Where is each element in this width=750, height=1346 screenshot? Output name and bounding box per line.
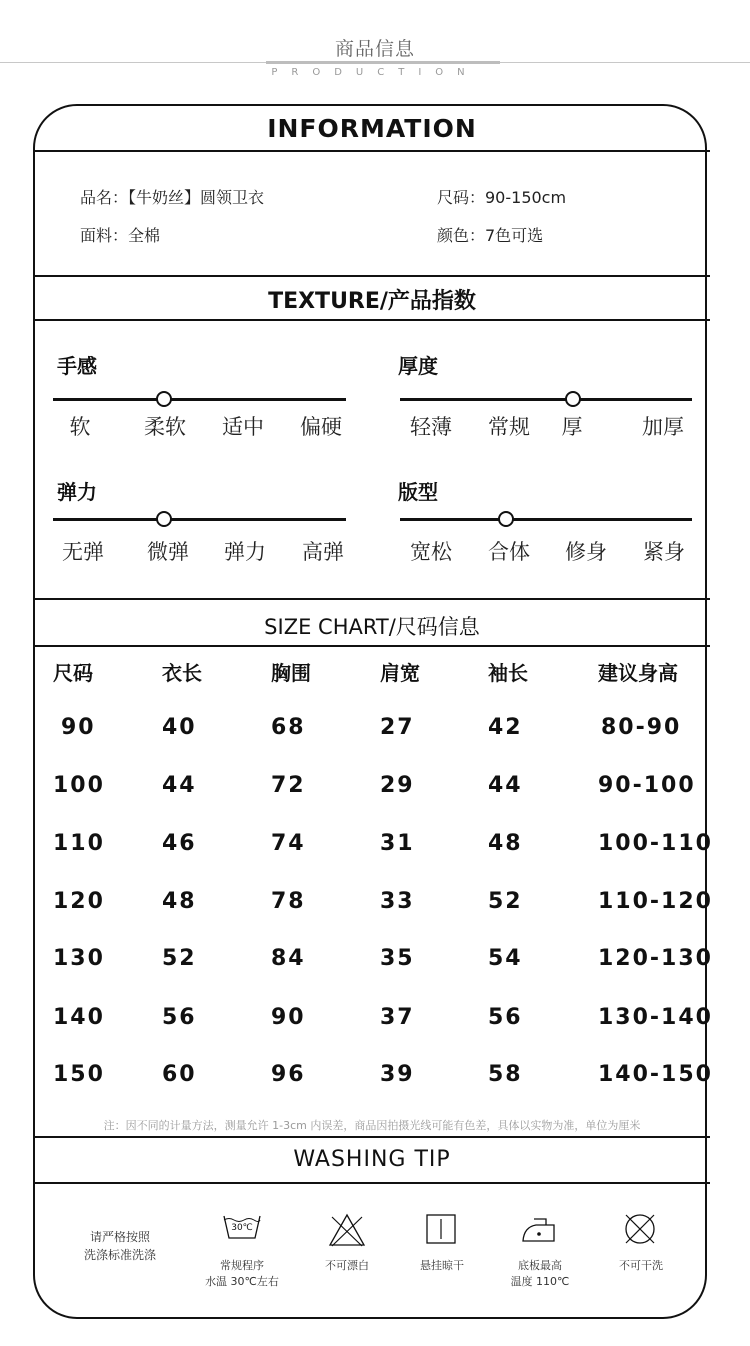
texture-title: TEXTURE/产品指数 (268, 289, 476, 314)
page-header-subtitle: PRODUCTION (271, 67, 479, 78)
size-cell: 46 (162, 831, 197, 856)
texture-label-elasticity: 弹力 (57, 480, 97, 504)
size-cell: 52 (488, 889, 523, 914)
divider (34, 1182, 710, 1184)
size-cell: 130 (53, 946, 105, 971)
size-cell: 140-150 (598, 1062, 713, 1087)
scale-label: 轻薄 (410, 415, 452, 439)
size-cell: 33 (380, 889, 415, 914)
size-cell: 80-90 (601, 715, 682, 740)
texture-indicator-elasticity (156, 511, 172, 527)
size-cell: 78 (271, 889, 306, 914)
size-cell: 100 (53, 773, 105, 798)
size-cell: 52 (162, 946, 197, 971)
wash-caption-line2: 水温 30℃左右 (205, 1275, 279, 1288)
divider (34, 275, 710, 277)
divider (34, 598, 710, 600)
scale-label: 合体 (488, 540, 530, 564)
texture-label-hand-feel: 手感 (57, 354, 97, 378)
measurement-note: 注：因不同的计量方法，测量允许 1-3cm 内误差，商品因拍摄光线可能有色差，具体以实物为准，单位为厘米 (103, 1119, 641, 1132)
size-cell: 31 (380, 831, 415, 856)
size-header: 肩宽 (380, 661, 420, 685)
size-range: 尺码：90-150cm (437, 188, 567, 207)
scale-label: 修身 (565, 540, 607, 564)
no-bleach-caption: 不可漂白 (325, 1259, 369, 1272)
no-dry-clean-caption: 不可干洗 (619, 1259, 663, 1272)
iron-icon (520, 1213, 558, 1245)
size-cell: 48 (488, 831, 523, 856)
size-cell: 90 (271, 1005, 306, 1030)
scale-label: 弹力 (224, 540, 266, 564)
hang-dry-icon (425, 1213, 457, 1245)
size-cell: 29 (380, 773, 415, 798)
size-cell: 150 (53, 1062, 105, 1087)
size-cell: 74 (271, 831, 306, 856)
size-cell: 39 (380, 1062, 415, 1087)
size-cell: 60 (162, 1062, 197, 1087)
size-cell: 72 (271, 773, 306, 798)
size-cell: 100-110 (598, 831, 713, 856)
texture-scale-elasticity (53, 518, 346, 521)
texture-label-fit: 版型 (398, 480, 438, 504)
texture-scale-fit (400, 518, 692, 521)
size-cell: 96 (271, 1062, 306, 1087)
texture-indicator-hand-feel (156, 391, 172, 407)
no-bleach-icon (328, 1213, 366, 1247)
size-cell: 56 (488, 1005, 523, 1030)
size-cell: 90 (61, 715, 96, 740)
size-cell: 58 (488, 1062, 523, 1087)
fabric: 面料：全棉 (80, 226, 161, 245)
wash-temp-label: 30℃ (231, 1223, 253, 1233)
size-cell: 120 (53, 889, 105, 914)
size-cell: 120-130 (598, 946, 713, 971)
scale-label: 微弹 (147, 540, 189, 564)
color-options: 颜色：7色可选 (437, 226, 544, 245)
size-cell: 130-140 (598, 1005, 713, 1030)
washing-title: WASHING TIP (293, 1147, 451, 1172)
size-cell: 40 (162, 715, 197, 740)
texture-indicator-thickness (565, 391, 581, 407)
page-header-title: 商品信息 (334, 38, 415, 60)
size-chart-title: SIZE CHART/尺码信息 (264, 615, 480, 639)
size-cell: 54 (488, 946, 523, 971)
wash-caption-line1: 常规程序 (220, 1259, 264, 1272)
texture-scale-thickness (400, 398, 692, 401)
size-cell: 110-120 (598, 889, 713, 914)
size-header: 袖长 (488, 661, 528, 685)
size-cell: 42 (488, 715, 523, 740)
hang-dry-caption: 悬挂晾干 (420, 1259, 464, 1272)
size-cell: 110 (53, 831, 105, 856)
no-dry-clean-icon (622, 1211, 658, 1247)
scale-label: 软 (69, 415, 91, 439)
washing-intro-line2: 洗涤标准洗涤 (83, 1248, 156, 1262)
size-cell: 37 (380, 1005, 415, 1030)
size-cell: 68 (271, 715, 306, 740)
divider (34, 319, 710, 321)
texture-label-thickness: 厚度 (398, 354, 438, 378)
divider (34, 150, 710, 152)
scale-label: 宽松 (410, 540, 452, 564)
iron-caption-line1: 底板最高 (518, 1259, 562, 1272)
scale-label: 无弹 (62, 540, 104, 564)
scale-label: 偏硬 (300, 415, 342, 439)
wash-caption (192, 1258, 292, 1290)
size-cell: 35 (380, 946, 415, 971)
scale-label: 常规 (488, 415, 530, 439)
size-header: 衣长 (162, 661, 202, 685)
scale-label: 紧身 (643, 540, 685, 564)
size-cell: 140 (53, 1005, 105, 1030)
iron-caption-line2: 温度 110℃ (510, 1275, 570, 1288)
information-title: INFORMATION (267, 114, 477, 143)
scale-label: 厚 (561, 415, 583, 439)
washing-intro-line1: 请严格按照 (89, 1230, 150, 1244)
size-cell: 44 (488, 773, 523, 798)
scale-label: 适中 (222, 415, 264, 439)
texture-scale-hand-feel (53, 398, 346, 401)
size-header: 建议身高 (598, 661, 678, 685)
scale-label: 柔软 (144, 415, 186, 439)
wash-tub-icon (221, 1212, 263, 1242)
scale-label: 高弹 (302, 540, 344, 564)
divider (34, 645, 710, 647)
divider (34, 1136, 710, 1138)
size-cell: 84 (271, 946, 306, 971)
size-cell: 48 (162, 889, 197, 914)
scale-label: 加厚 (642, 415, 684, 439)
size-cell: 44 (162, 773, 197, 798)
size-cell: 27 (380, 715, 415, 740)
product-name: 品名：【牛奶丝】圆领卫衣 (80, 188, 265, 207)
size-header: 胸围 (271, 661, 311, 685)
iron-caption (490, 1258, 590, 1290)
texture-indicator-fit (498, 511, 514, 527)
size-cell: 90-100 (598, 773, 696, 798)
size-cell: 56 (162, 1005, 197, 1030)
header-accent-bar (266, 61, 500, 64)
washing-intro (70, 1228, 170, 1264)
size-header: 尺码 (53, 661, 93, 685)
